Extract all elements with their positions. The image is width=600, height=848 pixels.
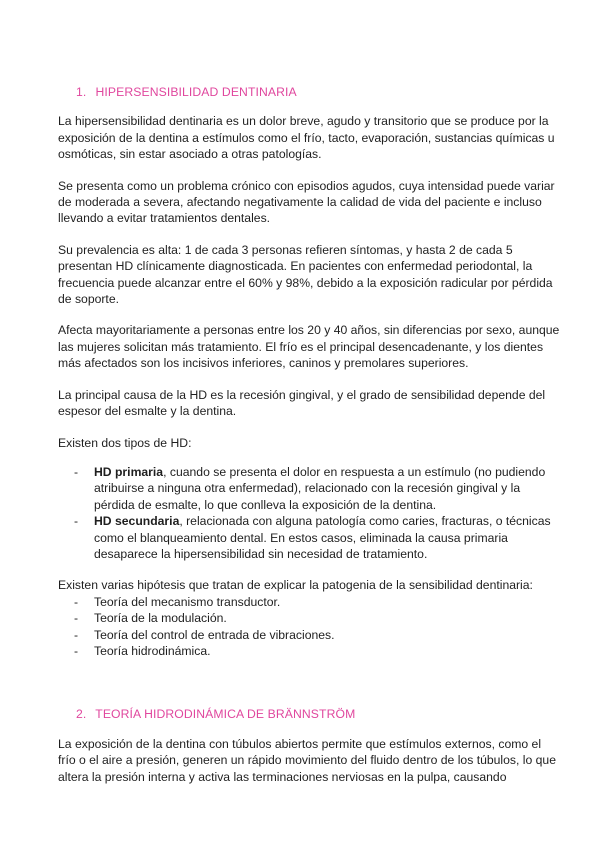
list-item: - Teoría de la modulación. <box>58 610 560 626</box>
section-1-heading <box>76 84 560 100</box>
section-2-title: TEORÍA HIDRODINÁMICA DE BRÄNNSTRÖM <box>95 707 356 722</box>
list-item: - Teoría del mecanismo transductor. <box>58 594 560 610</box>
section-1-title: HIPERSENSIBILIDAD DENTINARIA <box>95 85 297 99</box>
theories-list <box>58 594 560 660</box>
types-list <box>58 464 560 562</box>
paragraph-definition: La hipersensibilidad dentinaria es un dolor breve, agudo y transitorio que se produce por la exposición de la dentina a estímulos como el frío, tacto, evaporación, sustancias químicas u osmóticas, sin estar asociado a otras patologías. <box>58 114 555 162</box>
section-2-heading <box>76 706 560 722</box>
section-spacer <box>58 674 560 706</box>
paragraph-hydrodynamic: La exposición de la dentina con túbulos abiertos permite que estímulos externos, como el frío o el aire a presión, generen un rápido movimiento del fluido dentro de los túbulos, lo que altera la presión interna y activa las terminaciones nerviosas en la pulpa, causando <box>58 736 556 784</box>
type-term: HD primaria <box>94 464 164 479</box>
paragraph-prevalence: Su prevalencia es alta: 1 de cada 3 personas refieren síntomas, y hasta 2 de cada 5 presentan HD clínicamente diagnosticada. En pacientes con enfermedad periodontal, la frecuencia puede alcanzar entre el 60% y 98%, debido a la exposición radicular por pérdida de soporte. <box>58 242 553 307</box>
types-intro: Existen dos tipos de HD: <box>58 435 192 450</box>
theories-intro: Existen varias hipótesis que tratan de explicar la patogenia de la sensibilidad dentinaria: <box>58 578 533 593</box>
paragraph-demographics: Afecta mayoritariamente a personas entre los 20 y 40 años, sin diferencias por sexo, aunque las mujeres solicitan más tratamiento. El frío es el principal desencadenante, y los dientes más afectados son los incisivos inferiores, caninos y premolares superiores. <box>58 323 560 371</box>
paragraph-cause: La principal causa de la HD es la recesión gingival, y el grado de sensibilidad depende del espesor del esmalte y la dentina. <box>58 387 546 419</box>
paragraph-chronic: Se presenta como un problema crónico con episodios agudos, cuya intensidad puede variar de moderada a severa, afectando negativamente la calidad de vida del paciente e incluso llevando a evitar tratamientos dentales. <box>58 178 555 226</box>
list-item: - Teoría hidrodinámica. <box>58 643 560 659</box>
type-description: , relacionada con alguna patología como caries, fracturas, o técnicas como el blanqueamiento dental. En estos casos, eliminada la causa primaria desaparece la hipersensibilidad sin necesidad de tratamiento. <box>94 514 551 561</box>
type-term: HD secundaria <box>94 514 180 529</box>
section-1-number: 1. <box>76 85 87 99</box>
type-description: , cuando se presenta el dolor en respuesta a un estímulo (no pudiendo atribuirse a ninguna otra enfermedad), relacionado con la recesión gingival y la pérdida de esmalte, lo que conlleva la exposición de la dentina. <box>94 464 546 512</box>
section-2-number: 2. <box>76 707 87 722</box>
list-item <box>58 464 560 513</box>
list-item: - Teoría del control de entrada de vibraciones. <box>58 627 560 643</box>
list-item <box>58 513 560 562</box>
